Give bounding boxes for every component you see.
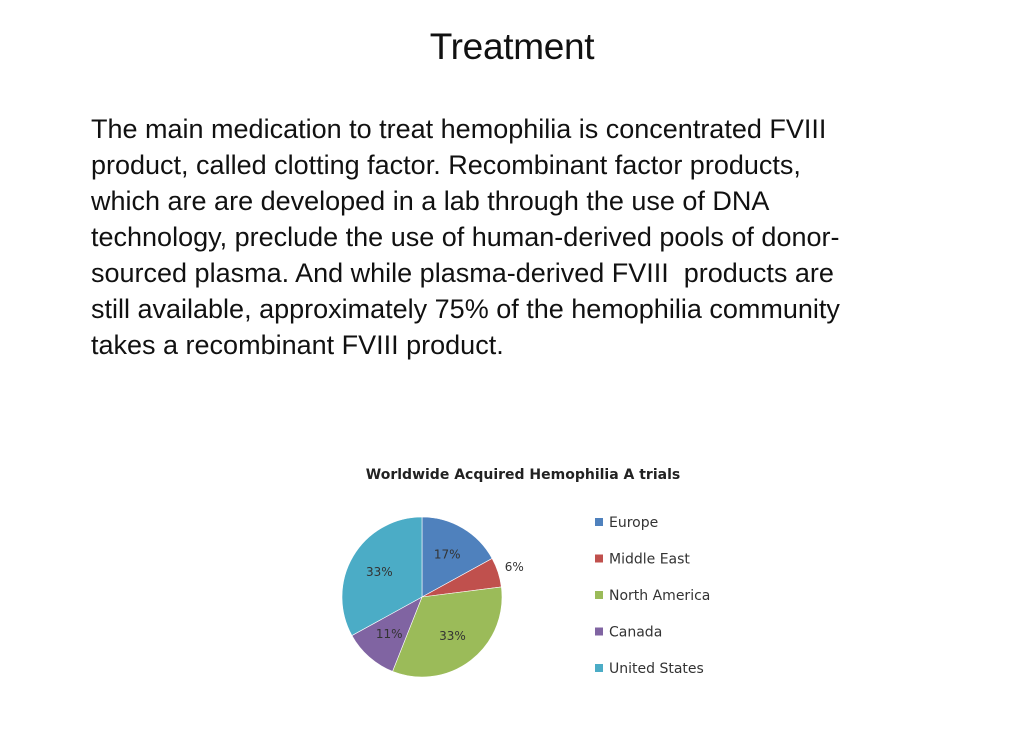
body-line: technology, preclude the use of human-derived pools of donor- — [91, 222, 840, 252]
pie-chart — [320, 455, 760, 695]
body-line: takes a recombinant FVIII product. — [91, 330, 504, 360]
body-line: still available, approximately 75% of the hemophilia community — [91, 294, 840, 324]
chart-title: Worldwide Acquired Hemophilia A trials — [365, 467, 681, 483]
legend-label-north-america: North America — [609, 588, 711, 604]
legend-swatch-united-states — [595, 664, 603, 672]
legend-label-united-states: United States — [609, 661, 704, 677]
legend-label-middle-east: Middle East — [609, 551, 690, 568]
legend-label-europe: Europe — [609, 515, 659, 531]
legend-swatch-north-america — [595, 591, 603, 599]
legend-label-canada: Canada — [609, 624, 663, 641]
body-line: sourced plasma. And while plasma-derived FVIII products are — [91, 258, 834, 288]
body-line: product, called clotting factor. Recombinant factor products, — [91, 150, 801, 180]
chart-legend — [595, 515, 710, 677]
legend-swatch-canada — [595, 628, 603, 636]
legend-swatch-middle-east — [595, 555, 603, 563]
pie-label-europe: 17% — [433, 547, 461, 562]
pie-label-middle-east: 6% — [504, 560, 524, 575]
pie-label-canada: 11% — [375, 627, 403, 642]
pie-chart-svg — [320, 455, 760, 695]
pie-slices — [342, 517, 502, 677]
slide-title: Treatment — [429, 26, 595, 67]
body-line: which are are developed in a lab through the use of DNA — [91, 186, 770, 216]
legend-swatch-europe — [595, 518, 603, 526]
pie-label-north-america: 33% — [439, 629, 466, 644]
body-paragraph — [91, 111, 921, 363]
body-line: The main medication to treat hemophilia is concentrated FVIII — [91, 114, 827, 144]
pie-label-united-states: 33% — [365, 564, 393, 579]
